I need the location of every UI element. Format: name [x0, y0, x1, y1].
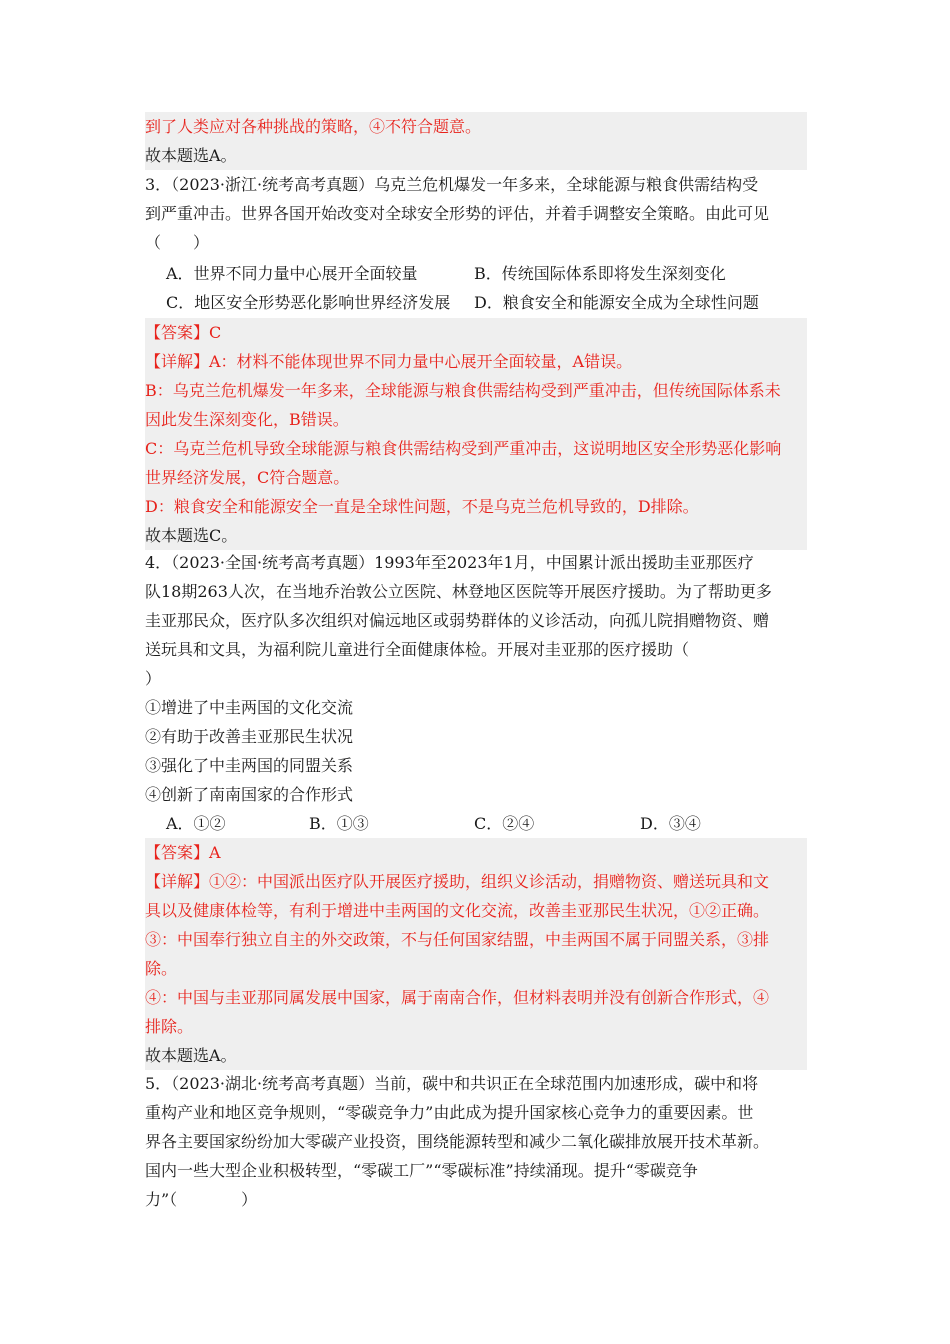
- q5-stem-line-2: 重构产业和地区竞争规则，“零碳竞争力”由此成为提升国家核心竞争力的重要因素。世: [145, 1103, 754, 1122]
- q3-explanation-line-2: B：乌克兰危机爆发一年多来，全球能源与粮食供需结构受到严重冲击，但传统国际体系未: [145, 376, 807, 405]
- q4-item-4: ④创新了南南国家的合作形式: [145, 785, 354, 804]
- prev-conclusion: 故本题选A。: [145, 141, 807, 170]
- q4-explanation-line-6: 排除。: [145, 1012, 807, 1041]
- q4-item-1: ①增进了中圭两国的文化交流: [145, 698, 354, 717]
- q4-explanation-line-3: ③：中国奉行独立自主的外交政策，不与任何国家结盟，中圭两国不属于同盟关系，③排: [145, 925, 807, 954]
- q4-answer: 【答案】A: [145, 838, 807, 867]
- q4-stem-line-1: 4．（2023·全国·统考高考真题）1993年至2023年1月，中国累计派出援助圭亚那医疗: [145, 553, 754, 572]
- q4-option-c: C．②④: [474, 814, 535, 833]
- q3-stem-line-3: （ ）: [145, 233, 210, 252]
- q4-explanation-line-1: 【详解】①②：中国派出医疗队开展医疗援助，组织义诊活动，捐赠物资、赠送玩具和文: [145, 867, 807, 896]
- q3-explanation-line-3: 因此发生深刻变化，B错误。: [145, 405, 807, 434]
- q3-conclusion: 故本题选C。: [145, 521, 807, 550]
- q3-answer: 【答案】C: [145, 318, 807, 347]
- q4-conclusion: 故本题选A。: [145, 1041, 807, 1070]
- q4-item-2: ②有助于改善圭亚那民生状况: [145, 727, 354, 746]
- q4-explanation-line-5: ④：中国与圭亚那同属发展中国家，属于南南合作，但材料表明并没有创新合作形式，④: [145, 983, 807, 1012]
- q5-stem-line-4: 国内一些大型企业积极转型，“零碳工厂”“零碳标准”持续涌现。提升“零碳竞争: [145, 1161, 698, 1180]
- q3-option-b: B．传统国际体系即将发生深刻变化: [474, 264, 726, 283]
- q4-item-3: ③强化了中圭两国的同盟关系: [145, 756, 354, 775]
- q3-explanation-line-1: 【详解】A：材料不能体现世界不同力量中心展开全面较量，A错误。: [145, 347, 807, 376]
- q5-stem-line-5: 力”（ ）: [145, 1190, 258, 1209]
- q4-stem-line-2: 队18期263人次，在当地乔治敦公立医院、林登地区医院等开展医疗援助。为了帮助更多: [145, 582, 772, 601]
- q3-explanation-line-4: C：乌克兰危机导致全球能源与粮食供需结构受到严重冲击，这说明地区安全形势恶化影响: [145, 434, 807, 463]
- q4-stem-line-3: 圭亚那民众，医疗队多次组织对偏远地区或弱势群体的义诊活动，向孤儿院捐赠物资、赠: [145, 611, 770, 630]
- q3-explanation-line-5: 世界经济发展，C符合题意。: [145, 463, 807, 492]
- q3-stem-line-2: 到严重冲击。世界各国开始改变对全球安全形势的评估，并着手调整安全策略。由此可见: [145, 204, 770, 223]
- q4-stem-line-4: 送玩具和文具，为福利院儿童进行全面健康体检。开展对圭亚那的医疗援助（: [145, 640, 690, 659]
- q5-stem-line-1: 5．（2023·湖北·统考高考真题）当前，碳中和共识正在全球范围内加速形成，碳中和将: [145, 1074, 759, 1093]
- q3-stem-line-1: 3．（2023·浙江·统考高考真题）乌克兰危机爆发一年多来，全球能源与粮食供需结构受: [145, 175, 759, 194]
- q4-option-a: A．①②: [166, 814, 226, 833]
- q4-option-b: B．①③: [309, 814, 369, 833]
- q3-option-d: D．粮食安全和能源安全成为全球性问题: [474, 293, 759, 312]
- q5-stem-line-3: 界各主要国家纷纷加大零碳产业投资，围绕能源转型和减少二氧化碳排放展开技术革新。: [145, 1132, 770, 1151]
- q4-option-d: D．③④: [640, 814, 701, 833]
- q3-explanation-line-6: D：粮食安全和能源安全一直是全球性问题，不是乌克兰危机导致的，D排除。: [145, 492, 807, 521]
- q3-option-a: A．世界不同力量中心展开全面较量: [166, 264, 418, 283]
- q4-stem-line-5: ）: [145, 669, 162, 688]
- q4-explanation-line-2: 具以及健康体检等，有利于增进中圭两国的文化交流，改善圭亚那民生状况，①②正确。: [145, 896, 807, 925]
- q4-explanation-line-4: 除。: [145, 954, 807, 983]
- q3-option-c: C．地区安全形势恶化影响世界经济发展: [166, 293, 451, 312]
- prev-explanation-line: 到了人类应对各种挑战的策略，④不符合题意。: [145, 112, 807, 141]
